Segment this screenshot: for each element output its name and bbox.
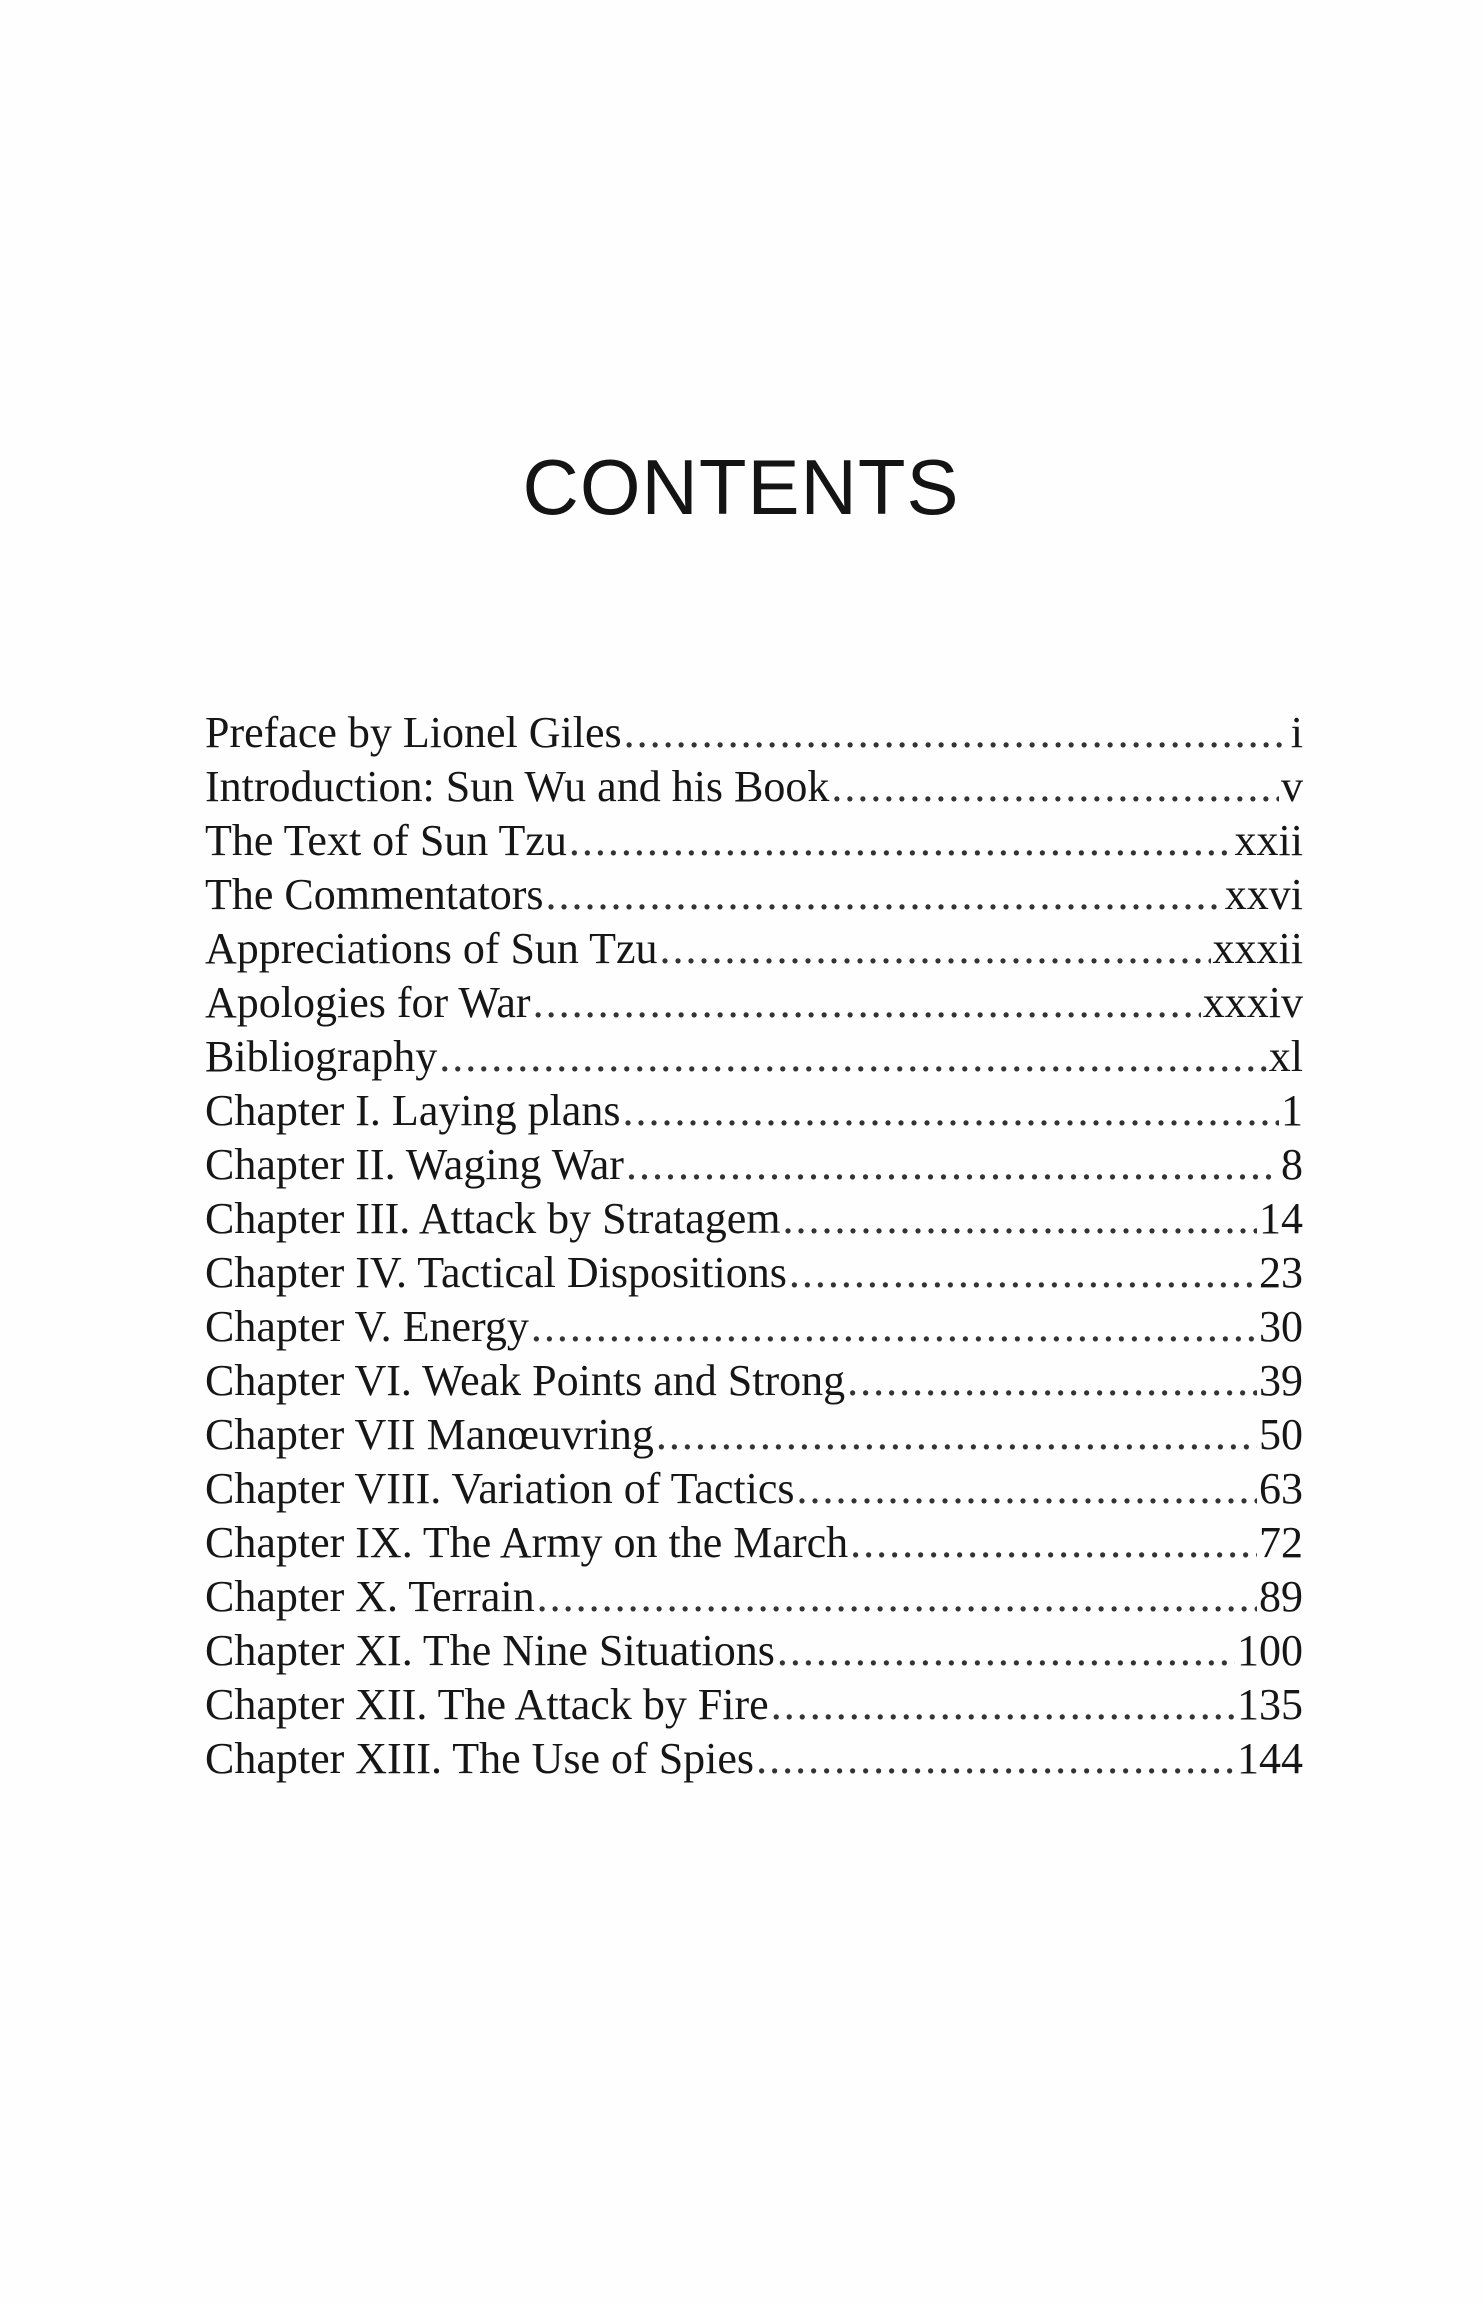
toc-entry-title: Appreciations of Sun Tzu	[205, 924, 658, 973]
toc-entry-title: Preface by Lionel Giles	[205, 708, 622, 757]
toc-entry-page: 63	[1259, 1464, 1303, 1513]
toc-entry	[205, 1246, 1303, 1300]
toc-entry-page: 1	[1281, 1086, 1303, 1135]
toc-entry	[205, 1624, 1303, 1678]
toc-entry	[205, 1030, 1303, 1084]
toc-entry	[205, 1678, 1303, 1732]
dot-leader	[847, 1354, 1257, 1408]
toc-entry	[205, 1408, 1303, 1462]
toc-entry-page: 50	[1259, 1410, 1303, 1459]
toc-entry-title: Chapter IV. Tactical Dispositions	[205, 1248, 787, 1297]
toc-entry-title: Chapter VIII. Variation of Tactics	[205, 1464, 795, 1513]
dot-leader	[756, 1732, 1235, 1786]
toc-entry-title: Chapter II. Waging War	[205, 1140, 624, 1189]
toc-entry	[205, 976, 1303, 1030]
dot-leader	[789, 1246, 1257, 1300]
dot-leader	[797, 1462, 1257, 1516]
toc-entry-page: xxxiv	[1202, 978, 1303, 1027]
dot-leader	[531, 1300, 1257, 1354]
toc-entry-title: Apologies for War	[205, 978, 531, 1027]
toc-entry	[205, 1300, 1303, 1354]
toc-entry	[205, 1192, 1303, 1246]
toc-entry	[205, 760, 1303, 814]
toc-entry-page: xxvi	[1224, 870, 1303, 919]
dot-leader	[546, 868, 1223, 922]
toc-entry-page: 23	[1259, 1248, 1303, 1297]
dot-leader	[624, 706, 1289, 760]
dot-leader	[660, 922, 1211, 976]
dot-leader	[771, 1678, 1235, 1732]
page-title: CONTENTS	[522, 443, 960, 531]
toc-entry	[205, 1516, 1303, 1570]
toc-entry-page: i	[1290, 708, 1303, 757]
toc-entry	[205, 1084, 1303, 1138]
dot-leader	[656, 1408, 1257, 1462]
toc-entry	[205, 922, 1303, 976]
dot-leader	[777, 1624, 1235, 1678]
toc-entry-page: 144	[1237, 1734, 1303, 1783]
dot-leader	[831, 760, 1279, 814]
toc-entry-title: Chapter III. Attack by Stratagem	[205, 1194, 781, 1243]
dot-leader	[533, 976, 1201, 1030]
toc-entry-page: 39	[1259, 1356, 1303, 1405]
dot-leader	[626, 1138, 1279, 1192]
dot-leader	[439, 1030, 1267, 1084]
toc-entry-title: Chapter VI. Weak Points and Strong	[205, 1356, 846, 1405]
toc-entry	[205, 1138, 1303, 1192]
dot-leader	[850, 1516, 1257, 1570]
dot-leader	[782, 1192, 1257, 1246]
table-of-contents	[205, 706, 1303, 1786]
toc-entry-title: Chapter XI. The Nine Situations	[205, 1626, 775, 1675]
toc-entry-title: Bibliography	[205, 1032, 438, 1081]
toc-entry	[205, 868, 1303, 922]
toc-entry-page: xxxii	[1212, 924, 1303, 973]
toc-entry-title: Chapter V. Energy	[205, 1302, 529, 1351]
dot-leader	[622, 1084, 1279, 1138]
toc-entry	[205, 1570, 1303, 1624]
toc-entry-page: 72	[1259, 1518, 1303, 1567]
toc-entry-page: v	[1281, 762, 1303, 811]
toc-entry-title: Chapter X. Terrain	[205, 1572, 535, 1621]
toc-entry-title: Chapter XIII. The Use of Spies	[205, 1734, 755, 1783]
toc-entry-page: xl	[1268, 1032, 1303, 1081]
toc-entry-title: Introduction: Sun Wu and his Book	[205, 762, 830, 811]
toc-entry-page: 100	[1237, 1626, 1303, 1675]
toc-entry	[205, 1354, 1303, 1408]
toc-entry-page: 30	[1259, 1302, 1303, 1351]
toc-entry-page: 14	[1259, 1194, 1303, 1243]
toc-entry-title: Chapter XII. The Attack by Fire	[205, 1680, 769, 1729]
toc-entry	[205, 1462, 1303, 1516]
toc-entry	[205, 814, 1303, 868]
toc-entry-title: The Commentators	[205, 870, 544, 919]
toc-entry-page: 89	[1259, 1572, 1303, 1621]
toc-entry	[205, 1732, 1303, 1786]
toc-entry-title: Chapter I. Laying plans	[205, 1086, 621, 1135]
toc-entry-page: xxii	[1234, 816, 1303, 865]
toc-entry-page: 135	[1237, 1680, 1303, 1729]
toc-entry-title: Chapter IX. The Army on the March	[205, 1518, 849, 1567]
dot-leader	[569, 814, 1233, 868]
toc-entry-title: The Text of Sun Tzu	[205, 816, 567, 865]
toc-entry	[205, 706, 1303, 760]
dot-leader	[537, 1570, 1257, 1624]
toc-entry-page: 8	[1281, 1140, 1303, 1189]
toc-entry-title: Chapter VII Manœuvring	[205, 1410, 654, 1459]
